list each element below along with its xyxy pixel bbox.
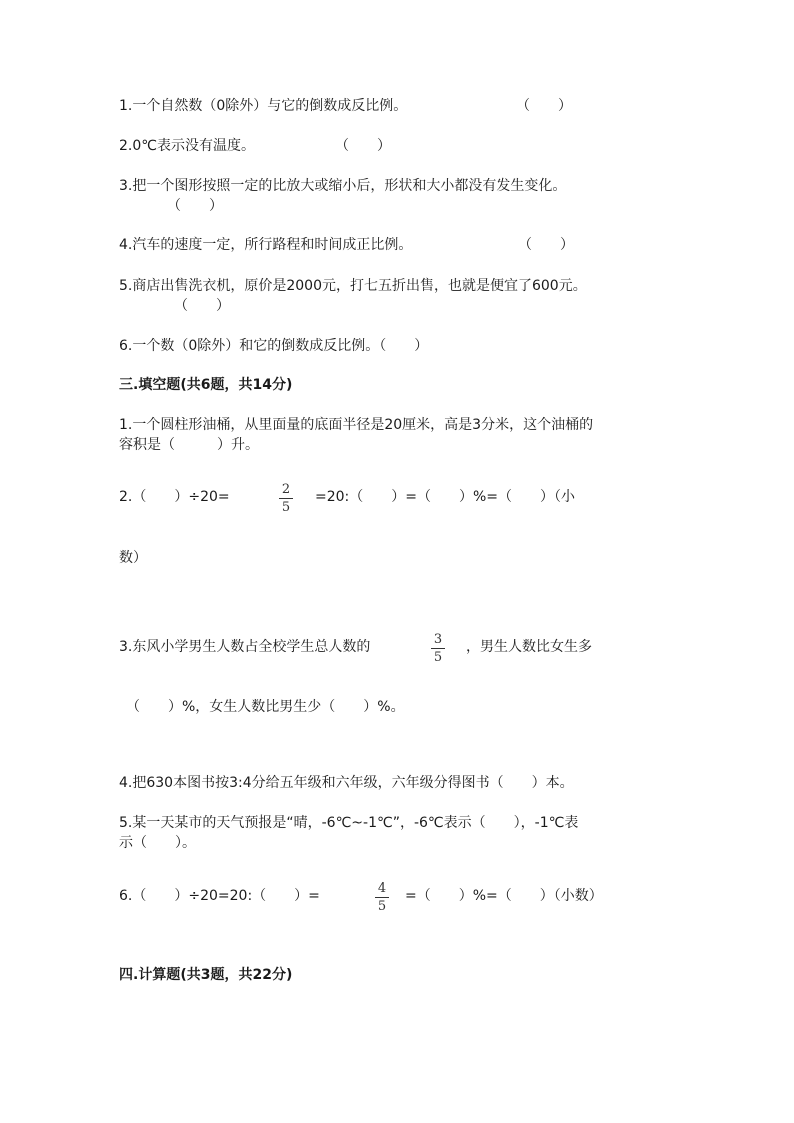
section-3-title: 三.填空题(共6题，共14分) [119, 377, 293, 393]
judge-q1-answer-paren[interactable]: （ ） [516, 98, 572, 114]
judge-q6: 6.一个数（0除外）和它的倒数成反比例。（ ） [119, 338, 429, 354]
fill-q3-fraction [431, 632, 445, 665]
fill-q6-before: 6.（ ）÷20=20:（ ）= [119, 888, 320, 904]
judge-q4-answer-paren[interactable]: （ ） [518, 237, 574, 253]
judge-q4: 4.汽车的速度一定，所行路程和时间成正比例。 [119, 237, 413, 253]
fraction-bar [279, 498, 293, 499]
judge-q2-answer-paren[interactable]: （ ） [335, 138, 391, 154]
fill-q2-line2: 数） [119, 550, 147, 566]
fill-q2-fraction [279, 482, 293, 515]
judge-q5-answer-paren[interactable]: （ ） [174, 298, 230, 314]
fill-q6-fraction [375, 881, 389, 914]
fraction-bar [431, 648, 445, 649]
judge-q1: 1.一个自然数（0除外）与它的倒数成反比例。 [119, 98, 408, 114]
fill-q3-before: 3.东风小学男生人数占全校学生总人数的 [119, 639, 371, 655]
judge-q2: 2.0℃表示没有温度。 [119, 138, 255, 154]
fraction-numerator: 3 [433, 632, 443, 647]
fill-q3-line2: （ ）%，女生人数比男生少（ ）%。 [126, 699, 405, 715]
fill-q2-before: 2.（ ）÷20= [119, 489, 230, 505]
fill-q6-after: =（ ）%=（ ）（小数） [405, 888, 603, 904]
fill-q4: 4.把630本图书按3:4分给五年级和六年级，六年级分得图书（ ）本。 [119, 775, 574, 791]
fraction-denominator: 5 [433, 650, 443, 665]
fill-q3-after: ，男生人数比女生多 [466, 639, 592, 655]
section-4-title: 四.计算题(共3题，共22分) [119, 967, 293, 983]
fraction-numerator: 4 [377, 881, 387, 896]
fraction-bar [375, 897, 389, 898]
fill-q5-line2: 示（ ）。 [119, 835, 196, 851]
fill-q1-line1: 1.一个圆柱形油桶，从里面量的底面半径是20厘米，高是3分米，这个油桶的 [119, 417, 594, 433]
judge-q3: 3.把一个图形按照一定的比放大或缩小后，形状和大小都没有发生变化。 [119, 178, 567, 194]
fraction-numerator: 2 [281, 482, 291, 497]
fraction-denominator: 5 [377, 899, 387, 914]
judge-q5: 5.商店出售洗衣机，原价是2000元，打七五折出售，也就是便宜了600元。 [119, 278, 587, 294]
fill-q5-line1: 5.某一天某市的天气预报是“晴，-6℃~-1℃”，-6℃表示（ ），-1℃表 [119, 815, 579, 831]
fraction-denominator: 5 [281, 500, 291, 515]
judge-q3-answer-paren[interactable]: （ ） [167, 198, 223, 214]
fill-q2-after: =20:（ ）=（ ）%=（ ）（小 [315, 489, 576, 505]
fill-q1-line2: 容积是（ ）升。 [119, 437, 259, 453]
